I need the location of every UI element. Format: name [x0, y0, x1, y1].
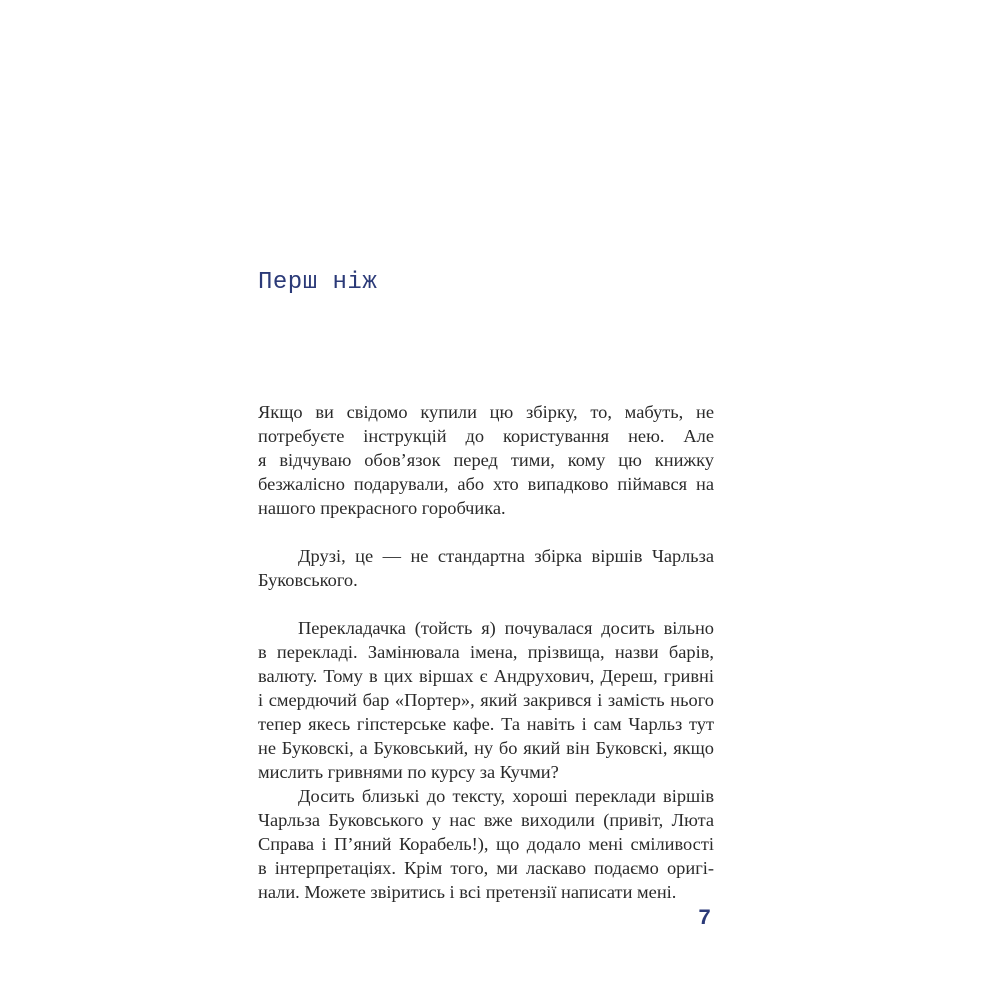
body-text — [258, 400, 714, 904]
text-line: потребуєте інструкцій до користування нею. Але — [258, 426, 714, 446]
text-line: нашого прекрасного горобчика. — [258, 498, 506, 518]
paragraph-4 — [258, 784, 714, 904]
page-number: 7 — [698, 906, 712, 931]
text-line: Перекладачка (тойсть я) почувалася досить вільно — [298, 618, 714, 638]
text-line: безжалісно подарували, або хто випадково піймався на — [258, 474, 714, 494]
text-line: Справа і П’яний Корабель!), що додало мені сміливості — [258, 834, 714, 854]
text-line: мислить гривнями по курсу за Кучми? — [258, 762, 559, 782]
text-line: Буковського. — [258, 570, 358, 590]
chapter-title: Перш ніж — [258, 269, 378, 296]
text-line: нали. Можете звіритись і всі претензії написати мені. — [258, 882, 677, 902]
text-line: не Буковскі, а Буковський, ну бо який він Буковскі, якщо — [258, 738, 714, 758]
text-line: Чарльза Буковського у нас вже виходили (привіт, Люта — [258, 810, 714, 830]
text-line: я відчуваю обов’язок перед тими, кому цю книжку — [258, 450, 714, 470]
paragraph-2 — [258, 544, 714, 592]
text-line: Друзі, це — не стандартна збірка віршів Чарльза — [298, 546, 714, 566]
text-line: в перекладі. Замінювала імена, прізвища, назви барів, — [258, 642, 714, 662]
text-line: Якщо ви свідомо купили цю збірку, то, мабуть, не — [258, 402, 714, 422]
text-line: валюту. Тому в цих віршах є Андрухович, Дереш, гривні — [258, 666, 714, 686]
paragraph-1 — [258, 400, 714, 520]
text-line: і смердючий бар «Портер», який закрився і замість нього — [258, 690, 714, 710]
text-line: Досить близькі до тексту, хороші переклади віршів — [298, 786, 714, 806]
paragraph-3 — [258, 616, 714, 784]
text-line: тепер якесь гіпстерське кафе. Та навіть і сам Чарльз тут — [258, 714, 714, 734]
text-line: в інтерпретаціях. Крім того, ми ласкаво подаємо оригі- — [258, 858, 714, 878]
